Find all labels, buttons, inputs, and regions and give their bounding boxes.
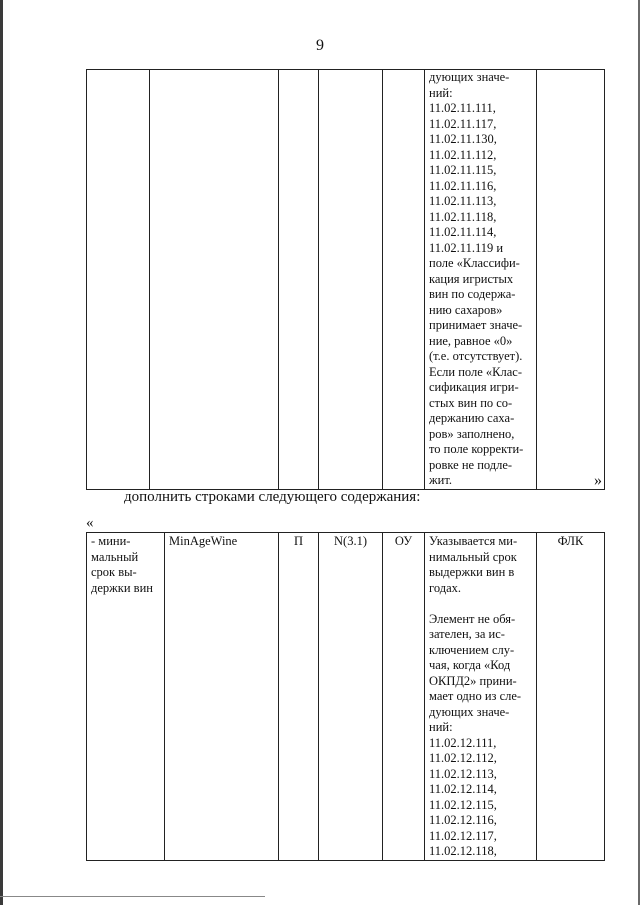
mandatory-text: ОУ (394, 534, 413, 548)
closing-quote: » (594, 472, 602, 489)
element-cell (165, 533, 279, 861)
opening-quote: « (86, 515, 94, 531)
table-row (87, 70, 605, 490)
mandatory-cell (383, 70, 425, 490)
page-number: 9 (316, 37, 324, 54)
table-continuation (86, 69, 605, 490)
requirements-text: Указывается ми- нимальный срок выдержки вин в годах. Элемент не обя- зателен, за ис- ключением слу- чая, когда «Код ОКПД2» прини- мает одно из сле- дующих значе- ний: 11.02.12.111, 11.02.12.112, 11.02.12.113, 11.02.12.114, 11.02.12.115, 11.02.12.116, 11.02.12.117, 11.02.12.118, (429, 534, 522, 858)
check-text: ФЛК (557, 534, 584, 548)
name-cell (87, 70, 150, 490)
scan-left-edge (0, 0, 3, 905)
requirements-cell (425, 70, 537, 490)
element-cell (150, 70, 279, 490)
requirements-text: дующих значе- ний: 11.02.11.111, 11.02.11.117, 11.02.11.130, 11.02.11.112, 11.02.11.115, 11.02.11.116, 11.02.11.113, 11.02.11.118, 11.02.11.114, 11.02.11.119 и поле «Классифи- кация игристых вин по содержа- нию сахаров» принимает значе- ние, равное «0» (т.е. отсутствует). Если поле «Клас- сификация игри- стых вин по со- держанию саха- ров» заполнено, то поле корректи- ровке не подле- жит. (429, 70, 524, 487)
requirements-cell (425, 533, 537, 861)
type-cell (279, 70, 319, 490)
format-text: N(3.1) (334, 534, 367, 548)
footer-rule (0, 896, 265, 897)
add-rows-instruction: дополнить строками следующего содержания: (124, 489, 421, 505)
element-text: MinAgeWine (169, 534, 238, 548)
type-cell (279, 533, 319, 861)
check-cell (537, 533, 605, 861)
mandatory-cell (383, 533, 425, 861)
format-cell (319, 533, 383, 861)
check-cell (537, 70, 605, 490)
type-text: П (293, 534, 304, 548)
name-text: - мини- мальный срок вы- держки вин (91, 534, 153, 595)
table-new-rows (86, 532, 605, 861)
format-cell (319, 70, 383, 490)
table-row (87, 533, 605, 861)
name-cell (87, 533, 165, 861)
